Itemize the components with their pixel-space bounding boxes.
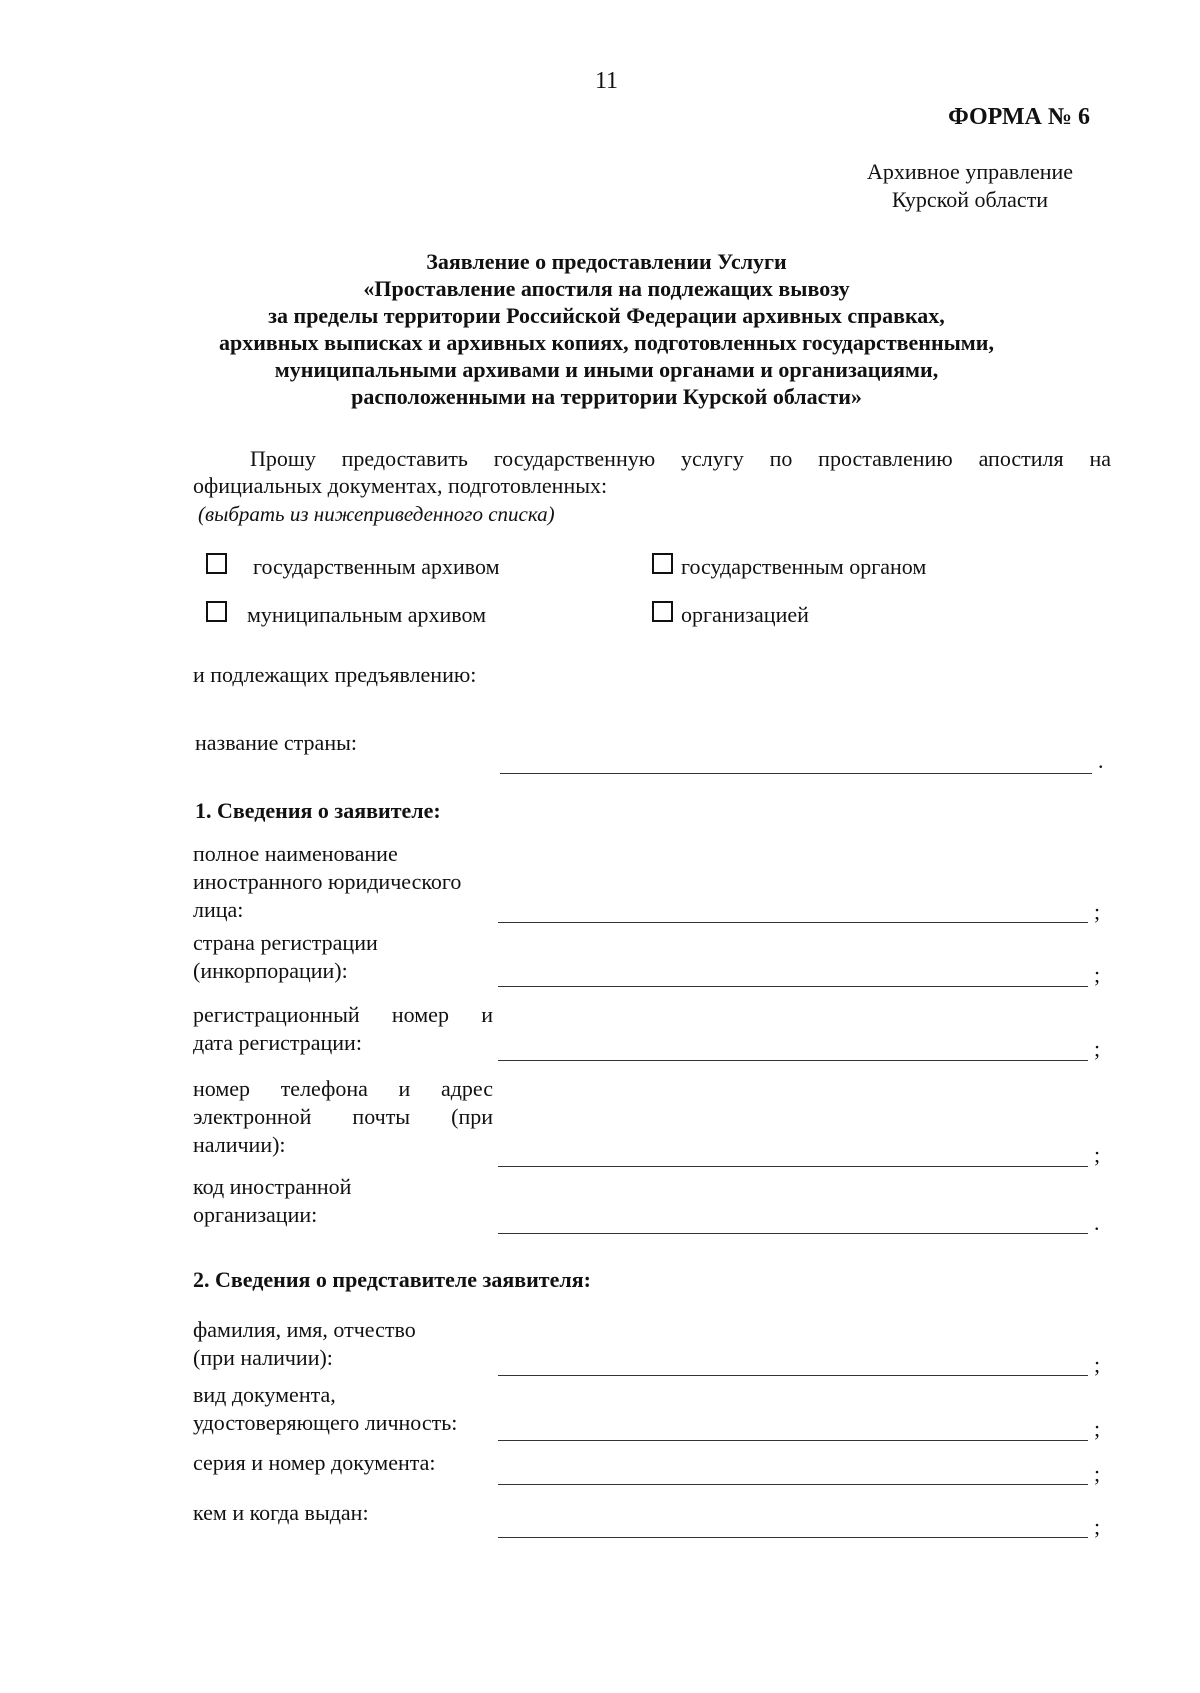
legal-name-field[interactable] xyxy=(498,922,1088,923)
option-organization[interactable] xyxy=(652,601,809,628)
option-label: муниципальным архивом xyxy=(247,602,487,627)
title-line: «Проставление апостиля на подлежащих вывозу xyxy=(363,276,850,301)
checkbox-icon[interactable] xyxy=(206,601,227,622)
issued-by-field[interactable] xyxy=(498,1537,1088,1538)
checkbox-icon[interactable] xyxy=(652,601,673,622)
option-label: государственным органом xyxy=(681,554,927,579)
registration-country-field[interactable] xyxy=(498,986,1088,987)
field-label-registration-number: регистрационный номер и дата регистрации: xyxy=(193,1002,493,1055)
checkbox-icon[interactable] xyxy=(206,553,227,574)
line-end-mark: ; xyxy=(1094,1352,1101,1377)
field-label-registration-country: страна регистрации (инкорпорации): xyxy=(193,930,378,983)
line-end-mark: ; xyxy=(1094,962,1101,987)
field-label-full-name: фамилия, имя, отчество (при наличии): xyxy=(193,1317,416,1370)
form-number: ФОРМА № 6 xyxy=(948,104,1090,130)
contacts-field[interactable] xyxy=(498,1166,1088,1167)
country-field[interactable] xyxy=(500,773,1092,774)
selection-hint: (выбрать из нижеприведенного списка) xyxy=(198,502,555,526)
title-line: архивных выписках и архивных копиях, подготовленных государственными, xyxy=(219,330,994,355)
page-number: 11 xyxy=(594,68,619,94)
request-paragraph xyxy=(193,445,1111,499)
line-end-mark: . xyxy=(1098,748,1104,773)
title-line: муниципальными архивами и иными органами и организациями, xyxy=(274,357,939,382)
option-municipal-archive[interactable] xyxy=(206,601,486,628)
field-label-issued-by: кем и когда выдан: xyxy=(193,1500,369,1525)
request-line: официальных документах, подготовленных: xyxy=(193,473,608,498)
field-label-contacts: номер телефона и адрес электронной почты (при наличии): xyxy=(193,1076,493,1157)
registration-number-field[interactable] xyxy=(498,1060,1088,1061)
document-title xyxy=(0,248,1200,410)
line-end-mark: ; xyxy=(1094,1416,1101,1441)
presentation-label: и подлежащих предъявлению: xyxy=(193,662,477,687)
request-line: Прошу предоставить государственную услугу по проставлению апостиля на xyxy=(250,446,1111,471)
option-state-body[interactable] xyxy=(652,553,926,580)
option-label: организацией xyxy=(681,602,809,627)
line-end-mark: ; xyxy=(1094,1036,1101,1061)
id-document-field[interactable] xyxy=(498,1440,1088,1441)
section-heading: 1. Сведения о заявителе: xyxy=(195,798,441,823)
field-label-organization-code: код иностранной организации: xyxy=(193,1174,352,1227)
line-end-mark: . xyxy=(1094,1210,1100,1235)
line-end-mark: ; xyxy=(1094,1461,1101,1486)
organization-code-field[interactable] xyxy=(498,1233,1088,1234)
field-label-id-document: вид документа, удостоверяющего личность: xyxy=(193,1382,458,1435)
field-label-legal-name: полное наименование иностранного юридического лица: xyxy=(193,841,462,922)
addressee-line: Архивное управление xyxy=(866,159,1074,184)
option-label: государственным архивом xyxy=(253,554,500,579)
field-label-document-number: серия и номер документа: xyxy=(193,1450,436,1475)
document-number-field[interactable] xyxy=(498,1484,1088,1485)
title-line: за пределы территории Российской Федерации архивных справках, xyxy=(268,303,945,328)
addressee xyxy=(820,158,1120,214)
line-end-mark: ; xyxy=(1094,1142,1101,1167)
addressee-line: Курской области xyxy=(891,187,1049,212)
title-line: расположенными на территории Курской области» xyxy=(351,384,862,409)
full-name-field[interactable] xyxy=(498,1375,1088,1376)
title-line: Заявление о предоставлении Услуги xyxy=(426,249,787,274)
line-end-mark: ; xyxy=(1094,899,1101,924)
country-label: название страны: xyxy=(195,730,357,755)
option-state-archive[interactable] xyxy=(206,553,500,580)
line-end-mark: ; xyxy=(1094,1514,1101,1539)
checkbox-icon[interactable] xyxy=(652,553,673,574)
section-heading: 2. Сведения о представителе заявителя: xyxy=(193,1267,591,1292)
